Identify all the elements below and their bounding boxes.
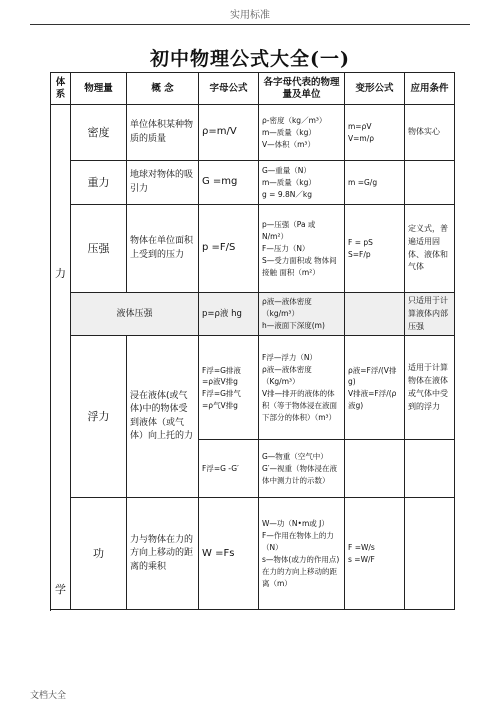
category-mechanics-bottom: 学 bbox=[55, 583, 66, 597]
concept-cell: 地球对物体的吸引力 bbox=[127, 161, 199, 205]
table-row bbox=[51, 105, 455, 161]
condition-cell bbox=[405, 440, 455, 498]
header-units: 各字母代表的物理量及单位 bbox=[259, 73, 345, 105]
formula-cell: F浮=G排液 =ρ液V排g F浮=G排气 =ρ气V排g bbox=[199, 336, 259, 440]
units-cell: ρ-密度（kg／m³） m—质量（kg） V—体积（m³） bbox=[259, 105, 345, 161]
condition-cell bbox=[405, 498, 455, 610]
header-quantity: 物理量 bbox=[71, 73, 127, 105]
concept-cell: 单位体积某种物质的质量 bbox=[127, 105, 199, 161]
concept-cell: 浸在液体(或气体)中的物体受到液体（或气体）向上托的力 bbox=[127, 336, 199, 498]
page-title: 初中物理公式大全(一) bbox=[150, 48, 350, 70]
variant-cell: F =W/s s =W/F bbox=[345, 498, 405, 610]
header-condition: 应用条件 bbox=[405, 73, 455, 105]
condition-cell: 定义式，普遍适用固体、液体和气体 bbox=[405, 205, 455, 293]
concept-cell: 力与物体在力的方向上移动的距离的乘积 bbox=[127, 498, 199, 610]
formula-cell: p =F/S bbox=[199, 205, 259, 293]
formula-cell: ρ=m/V bbox=[199, 105, 259, 161]
table-row bbox=[51, 293, 455, 336]
quantity-cell: 浮力 bbox=[71, 336, 127, 498]
condition-cell: 适用于计算物体在液体或气体中受到的浮力 bbox=[405, 336, 455, 440]
quantity-cell: 功 bbox=[71, 498, 127, 610]
table-row bbox=[51, 205, 455, 293]
formula-cell: F浮=G -G′ bbox=[199, 440, 259, 498]
quantity-cell: 压强 bbox=[71, 205, 127, 293]
table-row bbox=[51, 336, 455, 440]
header-variant: 变形公式 bbox=[345, 73, 405, 105]
quantity-cell: 液体压强 bbox=[71, 293, 199, 336]
formula-table bbox=[50, 72, 455, 610]
condition-cell: 物体实心 bbox=[405, 105, 455, 161]
units-cell: W—功（N•m或 J） F—作用在物体上的力（N） s—物体(或力的作用点)在力的方向上移动的距离（m） bbox=[259, 498, 345, 610]
variant-cell: ρ液=F浮/(V排g) V排液=F浮/(ρ液g) bbox=[345, 336, 405, 440]
header-concept: 概 念 bbox=[127, 73, 199, 105]
variant-cell: m =G/g bbox=[345, 161, 405, 205]
variant-cell bbox=[345, 293, 405, 336]
units-cell: ρ液—液体密度（kg/m³） h—液面下深度(m) bbox=[259, 293, 345, 336]
variant-cell: F = pS S=F/p bbox=[345, 205, 405, 293]
header-formula: 字母公式 bbox=[199, 73, 259, 105]
units-cell: F浮—浮力（N） ρ液—液体密度（Kg/m³） V排—排开的液体的体积（等于物体浸在液面下部分的体积）（m³） bbox=[259, 336, 345, 440]
formula-cell: G =mg bbox=[199, 161, 259, 205]
footer-label: 文档大全 bbox=[30, 691, 67, 701]
quantity-cell: 重力 bbox=[71, 161, 127, 205]
formula-cell: W =Fs bbox=[199, 498, 259, 610]
table-header-row bbox=[51, 73, 455, 105]
header-system: 体系 bbox=[51, 73, 71, 105]
formula-cell: p=ρ液 hg bbox=[199, 293, 259, 336]
table-row bbox=[51, 161, 455, 205]
units-cell: G—物重（空气中） G′—视重（物体浸在液体中测力计的示数） bbox=[259, 440, 345, 498]
variant-cell bbox=[345, 440, 405, 498]
category-mechanics-top: 力 bbox=[55, 267, 66, 281]
quantity-cell: 密度 bbox=[71, 105, 127, 161]
table-row bbox=[51, 498, 455, 610]
units-cell: G—重量（N） m—质量（kg） g = 9.8N／kg bbox=[259, 161, 345, 205]
condition-cell bbox=[405, 161, 455, 205]
units-cell: p—压强（Pa 或 N/m²） F—压力（N） S—受力面积或 物体间接触 面积（m²） bbox=[259, 205, 345, 293]
variant-cell: m=ρV V=m/ρ bbox=[345, 105, 405, 161]
header-rule bbox=[30, 24, 470, 25]
condition-cell: 只适用于计算液体内部压强 bbox=[405, 293, 455, 336]
concept-cell: 物体在单位面积上受到的压力 bbox=[127, 205, 199, 293]
header-label: 实用标准 bbox=[230, 10, 270, 21]
category-cell bbox=[51, 105, 71, 610]
